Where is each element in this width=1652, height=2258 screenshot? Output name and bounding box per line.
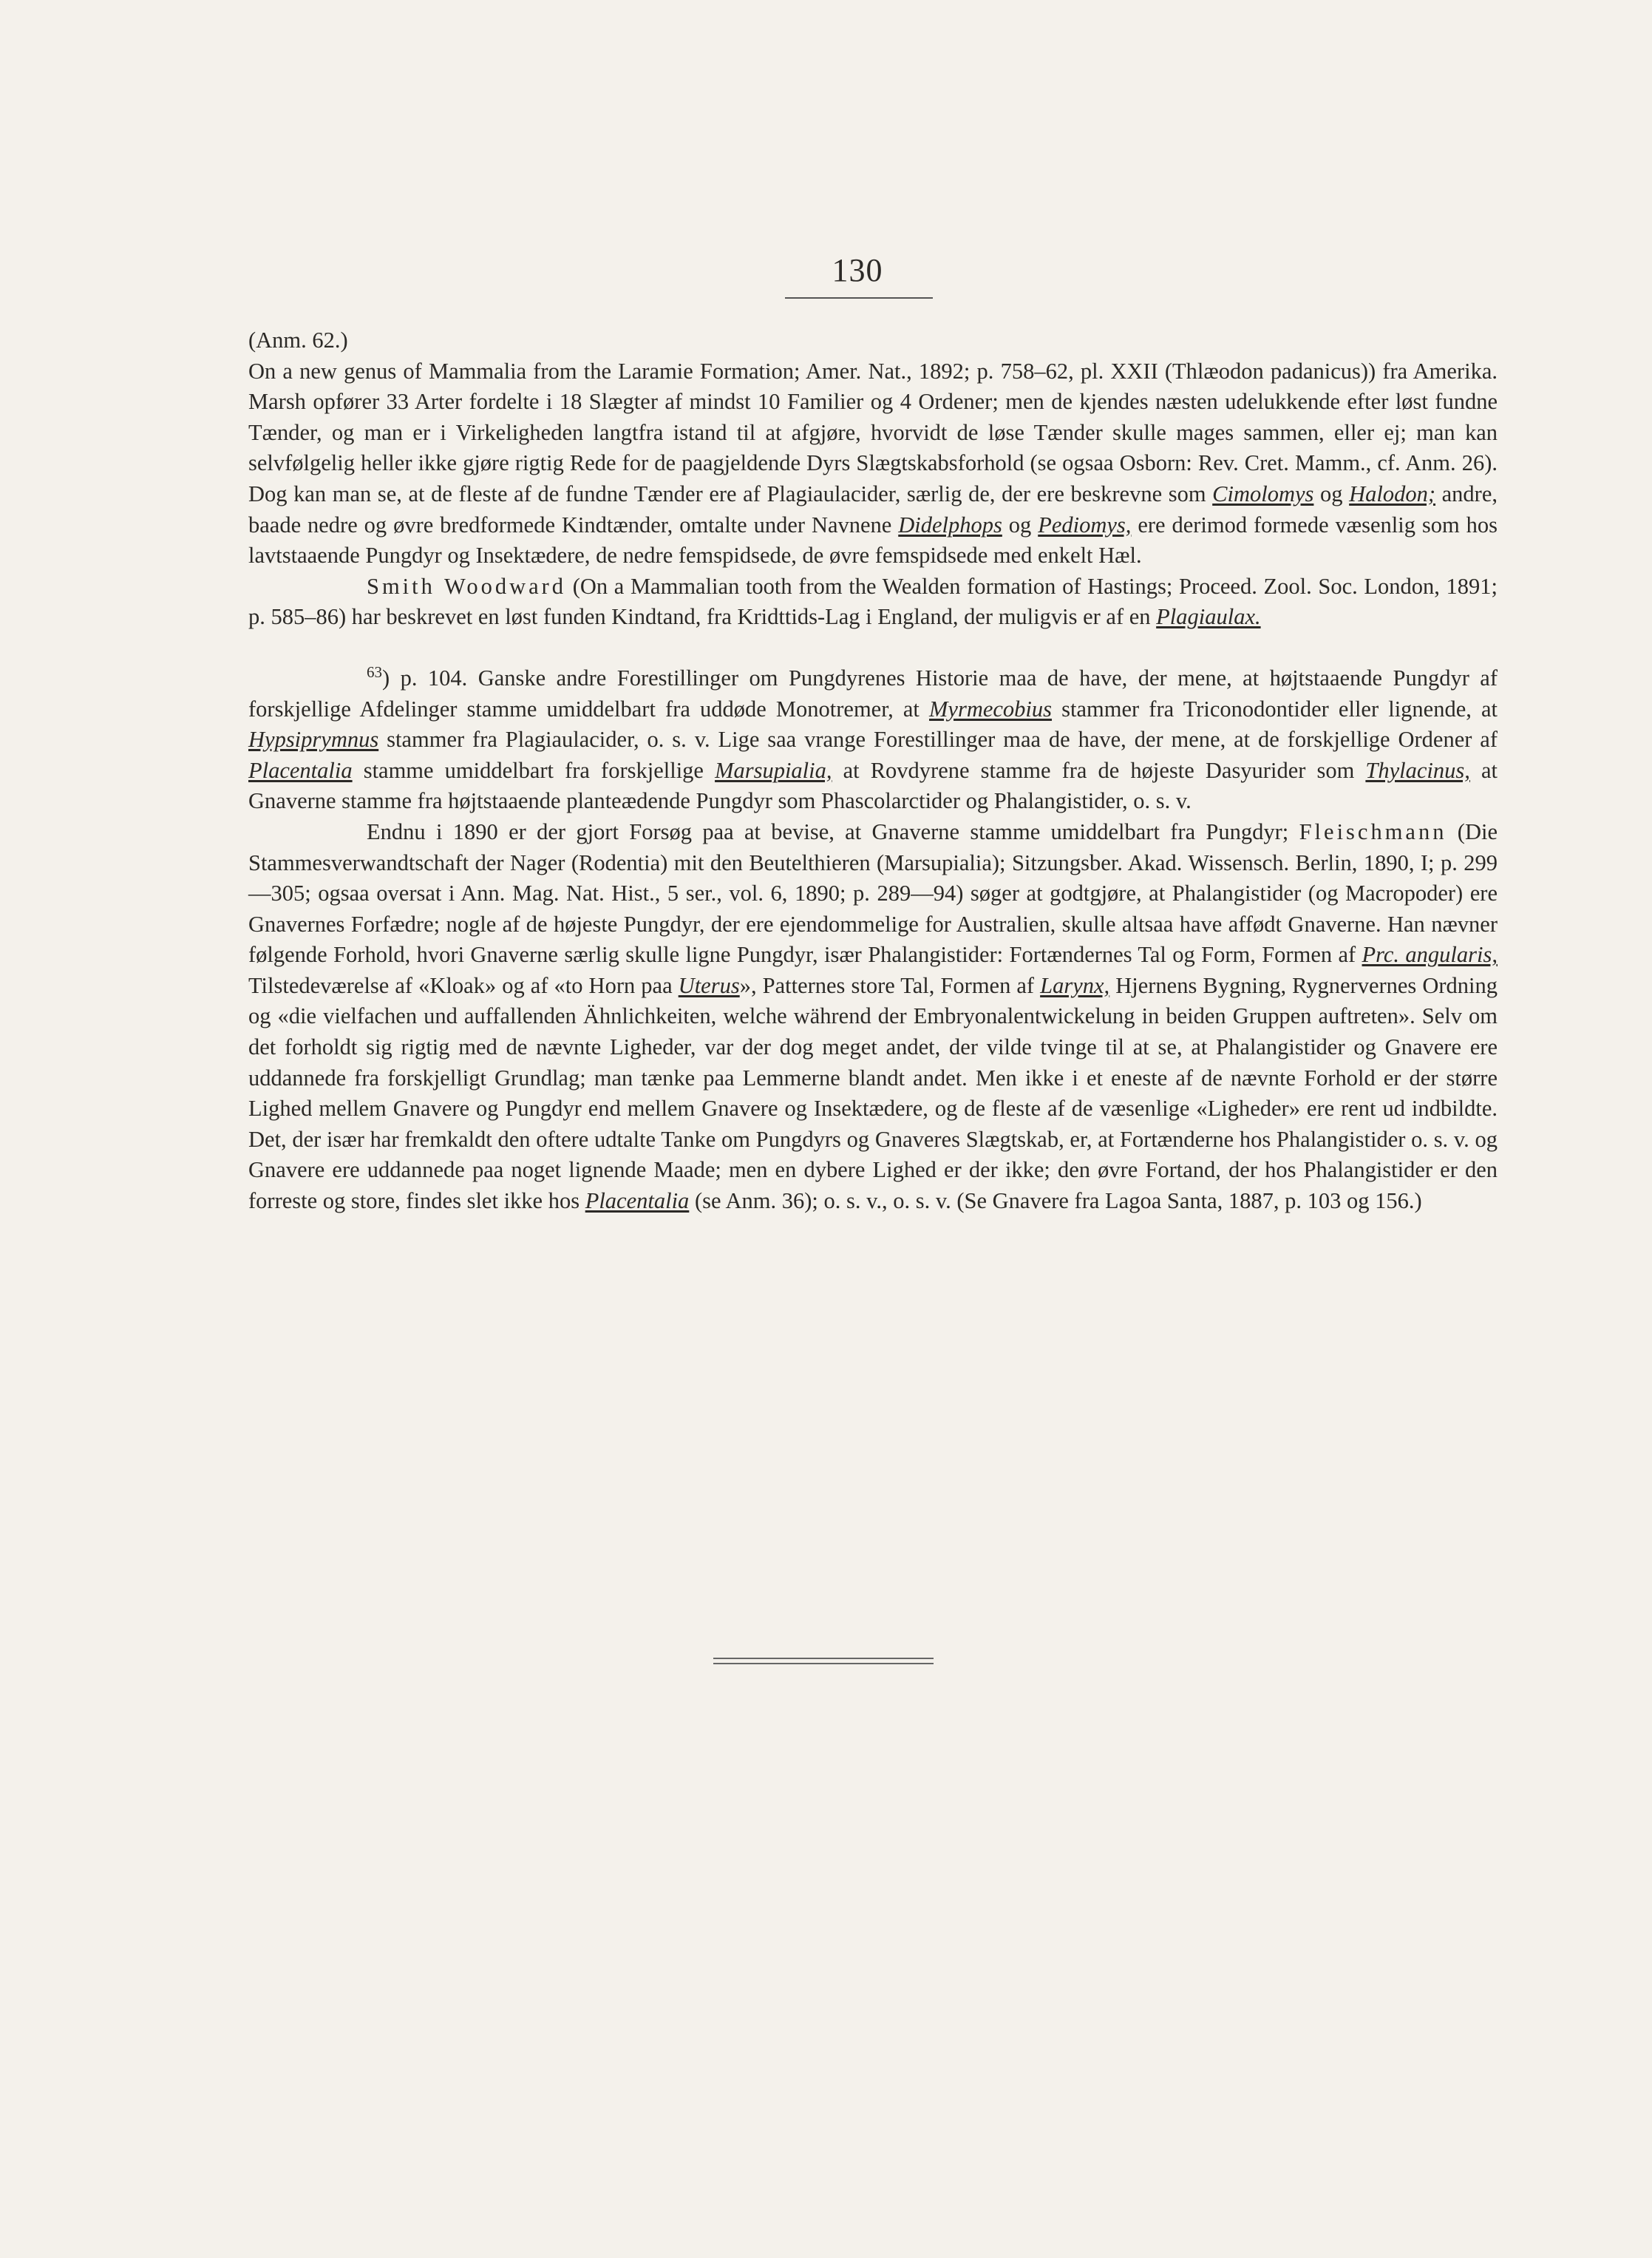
taxon-name: Placentalia xyxy=(585,1188,690,1214)
taxon-name: Plagiaulax. xyxy=(1156,604,1261,630)
paragraph-fleischmann xyxy=(248,817,1498,1217)
taxon-name: Myrmecobius xyxy=(929,696,1053,722)
page-number-rule xyxy=(785,297,933,299)
text-run: stammer fra Triconodontider eller lignende, at xyxy=(1052,696,1498,722)
taxon-name: Marsupialia, xyxy=(715,757,832,783)
text-run: (Die Stammesverwandtschaft der Nager (Rodentia) mit den Beutelthieren (Marsupialia); Sitzungsber. Akad. Wissensch. Berlin, 1890, I; p. 299—305; ogsaa oversat i Ann. Mag. Nat. Hist., 5 ser., vol. 6, 1890; p. 289—94) søger at godtgjøre, at Phalangistider (og Macropoder) ere Gnavernes Forfædre; nogle af de højeste Pungdyr, der ere ejendommelige for Australien, skulle altsaa have affødt Gnaverne. Han nævner følgende Forhold, hvori Gnaverne særlig skulle ligne Pungdyr, især Phalangistider: Fortændernes Tal og Form, Formen af xyxy=(248,818,1498,968)
taxon-name: Thylacinus, xyxy=(1365,757,1470,783)
end-rule xyxy=(713,1658,934,1659)
text-run: Endnu i 1890 er der gjort Forsøg paa at bevise, at Gnaverne stamme umiddelbart fra Pungdyr; xyxy=(367,818,1299,844)
taxon-name: Halodon; xyxy=(1349,481,1436,506)
author-name: Smith Woodward xyxy=(367,573,567,599)
taxon-name: Pediomys, xyxy=(1038,512,1132,538)
text-run: andre, baade nedre og øvre bredformede Kindtænder, omtalte under Navnene xyxy=(248,481,1498,538)
page-number: 130 xyxy=(832,252,883,288)
anatomy-term: Prc. angularis, xyxy=(1362,942,1498,968)
text-run: stamme umiddelbart fra forskjellige xyxy=(352,757,715,783)
text-run: Hjernens Bygning, Rygnervernes Ordning og «die vielfachen und auffallenden Ähnlichkeiten, welche während der Embryonalentwickelung in beiden Gruppen auftreten». Selv om det forholdt sig rigtig med de nævnte Ligheder, var der dog meget andet, der vilde tvinge til at se, at Phalangistider og Gnavere ere uddannede fra forskjelligt Grundlag; man tænke paa Lemmerne blandt andet. Men ikke i et eneste af de nævnte Forhold er der større Lighed mellem Gnavere og Pungdyr end mellem Gnavere og Insektædere, og de fleste af de væsenlige «Ligheder» ere rent ud indbildte. Det, der især har fremkaldt den oftere udtalte Tanke om Pungdyrs og Gnaveres Slægtskab, er, at Fortænderne hos Phalangistider o. s. v. og Gnavere ere uddannede paa noget lignende Maade; men en dybere Lighed er der ikke; den øvre Fortand, der hos Phalangistider er den forreste og store, findes slet ikke hos xyxy=(248,972,1498,1214)
notes-body xyxy=(248,325,1498,1217)
paragraph-woodward xyxy=(248,572,1498,633)
text-run: », Patternes store Tal, Formen af xyxy=(739,972,1041,998)
text-run: og xyxy=(1002,512,1039,538)
author-name: Fleischmann xyxy=(1299,818,1447,844)
text-run: at Rovdyrene stamme fra de højeste Dasyurider som xyxy=(832,757,1366,783)
end-rule xyxy=(713,1663,934,1664)
note-63 xyxy=(248,663,1498,817)
anm-label: (Anm. 62.) xyxy=(248,328,348,353)
text-run: stammer fra Plagiaulacider, o. s. v. Lige saa vrange Forestillinger maa de have, der mene, at de forskjellige Ordener af xyxy=(378,727,1498,753)
text-run: On a new genus of Mammalia from the Laramie Formation; Amer. Nat., 1892; p. 758–62, pl. XXII (Thlæodon padanicus)) fra Amerika. Marsh opfører 33 Arter fordelte i 18 Slægter af mindst 10 Familier og 4 Ordener; men de kjendes næsten udelukkende efter løst fundne Tænder, og man er i Virkeligheden langtfra istand til at afgjøre, hvorvidt de løse Tænder skulle mages sammen, eller ej; man kan selvfølgelig heller ikke gjøre rigtig Rede for de paagjeldende Dyrs Slægtskabsforhold (se ogsaa Osborn: Rev. Cret. Mamm., cf. Anm. 26). Dog kan man se, at de fleste af de fundne Tænder ere af Plagiaulacider, særlig de, der ere beskrevne som xyxy=(248,358,1498,506)
text-run: (se Anm. 36); o. s. v., o. s. v. (Se Gnavere fra Lagoa Santa, 1887, p. 103 og 156.) xyxy=(689,1188,1422,1214)
taxon-name: Placentalia xyxy=(248,757,353,783)
note-number: 63 xyxy=(367,662,382,681)
paragraph-marsh xyxy=(248,356,1498,572)
taxon-name: Cimolomys xyxy=(1212,481,1314,506)
text-run: Tilstedeværelse af «Kloak» og af «to Horn paa xyxy=(248,972,679,998)
anatomy-term: Uterus xyxy=(678,972,740,998)
text-run: og xyxy=(1313,481,1350,506)
taxon-name: Didelphops xyxy=(898,512,1002,538)
text-run: at Gnaverne stamme fra højtstaaende planteædende Pungdyr som Phascolarctider og Phalangistider, o. s. v. xyxy=(248,757,1498,814)
text-run: ere derimod formede væsenlig som hos lavtstaaende Pungdyr og Insektædere, de nedre femspidsede, de øvre femspidsede med enkelt Hæl. xyxy=(248,512,1498,569)
text-run: (On a Mammalian tooth from the Wealden formation of Hastings; Proceed. Zool. Soc. London, 1891; p. 585–86) har beskrevet en løst funden Kindtand, fra Kridttids-Lag i England, der muligvis er af en xyxy=(248,573,1498,630)
anatomy-term: Larynx, xyxy=(1040,972,1110,998)
text-run: ) p. 104. Ganske andre Forestillinger om Pungdyrenes Historie maa de have, der mene, at højtstaaende Pungdyr af forskjellige Afdelinger stamme umiddelbart fra uddøde Monotremer, at xyxy=(248,665,1498,722)
taxon-name: Hypsiprymnus xyxy=(248,727,379,753)
